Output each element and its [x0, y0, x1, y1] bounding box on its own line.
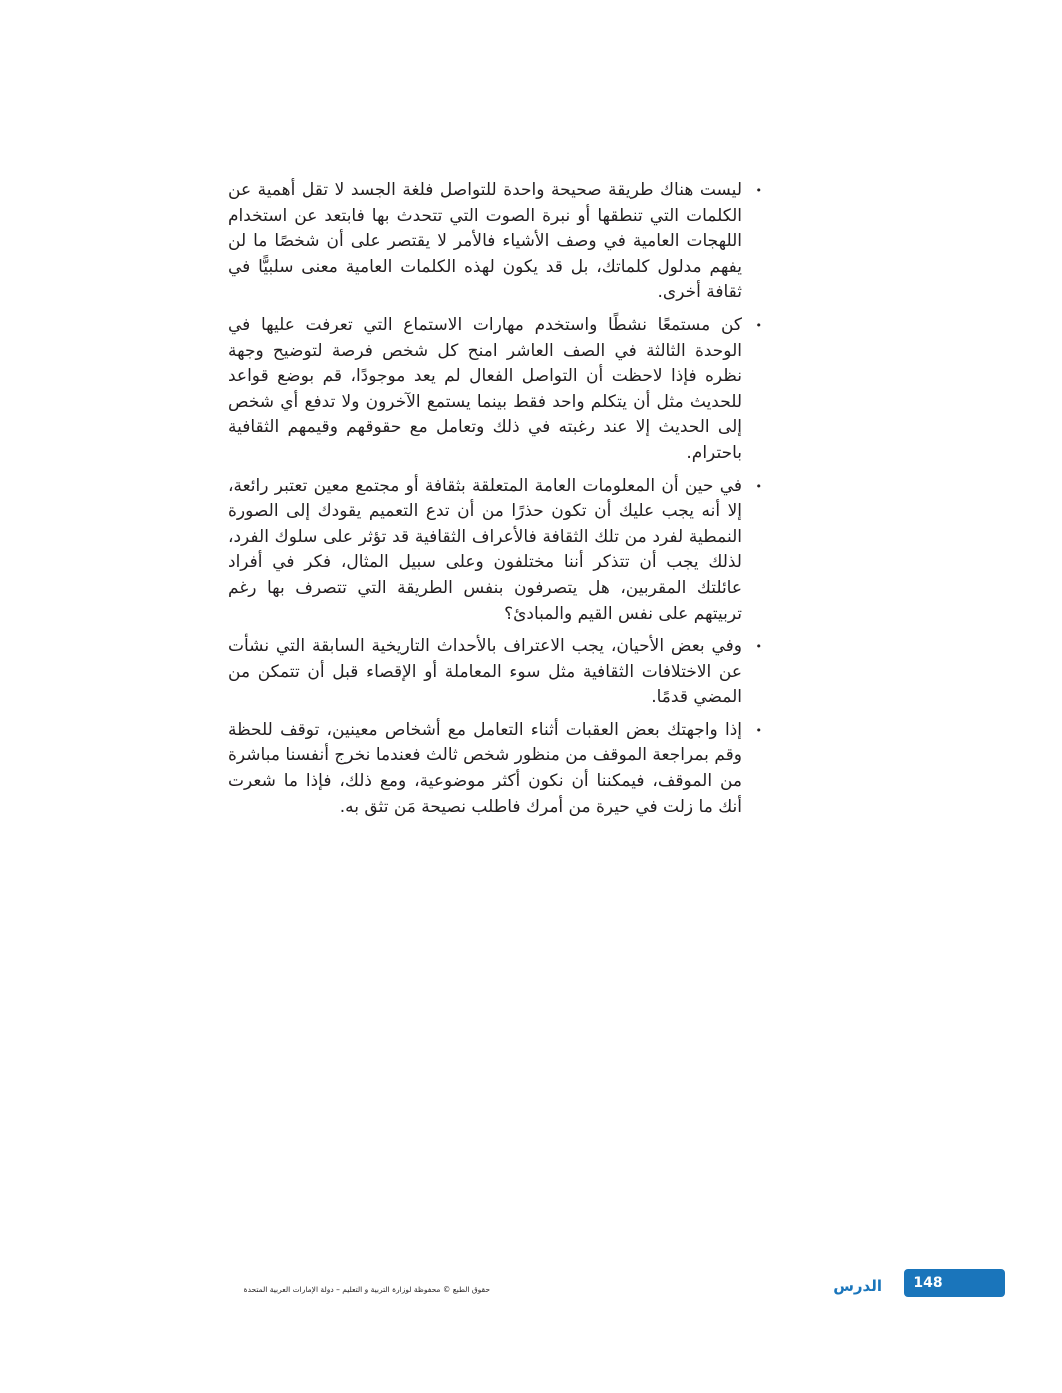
- main-content: [228, 178, 776, 827]
- copyright-notice: حقوق الطبع © محفوظة لوزارة التربية و التعليم – دولة الإمارات العربية المتحدة: [243, 1285, 490, 1294]
- bullet-text: وفي بعض الأحيان، يجب الاعتراف بالأحداث التاريخية السابقة التي نشأت عن الاختلافات الثقافية مثل سوء المعاملة أو الإقصاء قبل أن تتمكن من المضي قدمًا.: [228, 636, 742, 708]
- bullet-text: في حين أن المعلومات العامة المتعلقة بثقافة أو مجتمع معين تعتبر رائعة، إلا أنه يجب عليك أن تكون حذرًا من أن تدع التعميم يقودك إلى الصورة النمطية لفرد من تلك الثقافة فالأعراف الثقافية قد تؤثر على سلوك الفرد، لذلك يجب أن تتذكر أننا مختلفون وعلى سبيل المثال، فكر في أفراد عائلتك المقربين، هل يتصرفون بنفس الطريقة التي تتصرف بها رغم تربيتهم على نفس القيم والمبادئ؟: [228, 475, 742, 624]
- list-item: [228, 313, 776, 467]
- page-number-badge: [904, 1269, 1005, 1297]
- bullet-list: [228, 178, 776, 820]
- bullet-text: كن مستمعًا نشطًا واستخدم مهارات الاستماع التي تعرفت عليها في الوحدة الثالثة في الصف العاشر امنح كل شخص فرصة لتوضيح وجهة نظره فإذا لاحظت أن التواصل الفعال لم يعد موجودًا، قم بوضع قواعد للحديث مثل أن يتكلم واحد فقط بينما يستمع الآخرون ولا تدفع أي شخص إلى الحديث إلا عند رغبته في ذلك وتعامل مع حقوقهم وقيمهم الثقافية باحترام.: [228, 314, 742, 463]
- list-item: [228, 178, 776, 306]
- bullet-icon: •: [755, 479, 762, 493]
- page-number: 148: [913, 1275, 943, 1291]
- bullet-icon: •: [755, 318, 762, 332]
- lesson-label: الدرس: [833, 1277, 882, 1295]
- bullet-text: إذا واجهتك بعض العقبات أثناء التعامل مع أشخاص معينين، توقف للحظة وقم بمراجعة الموقف من منظور شخص ثالث فعندما نخرج أنفسنا مباشرة من الموقف، فيمكننا أن نكون أكثر موضوعية، ومع ذلك، فإذا ما شعرت أنك ما زلت في حيرة من أمرك فاطلب نصيحة مَن تثق به.: [228, 719, 742, 817]
- bullet-icon: •: [755, 184, 762, 197]
- list-item: [228, 474, 776, 628]
- list-item: [228, 634, 776, 711]
- list-item: [228, 718, 776, 820]
- bullet-icon: •: [755, 640, 762, 654]
- bullet-text: ليست هناك طريقة صحيحة واحدة للتواصل فلغة الجسد لا تقل أهمية عن الكلمات التي تنطقها أو نبرة الصوت التي تتحدث بها فابتعد عن استخدام اللهجات العامية في وصف الأشياء فالأمر لا يقتصر على أن شخصًا ما لن يفهم مدلول كلماتك، بل قد يكون لهذه الكلمات العامية معنى سلبيًّا في ثقافة أخرى.: [228, 180, 742, 303]
- bullet-icon: •: [755, 723, 762, 737]
